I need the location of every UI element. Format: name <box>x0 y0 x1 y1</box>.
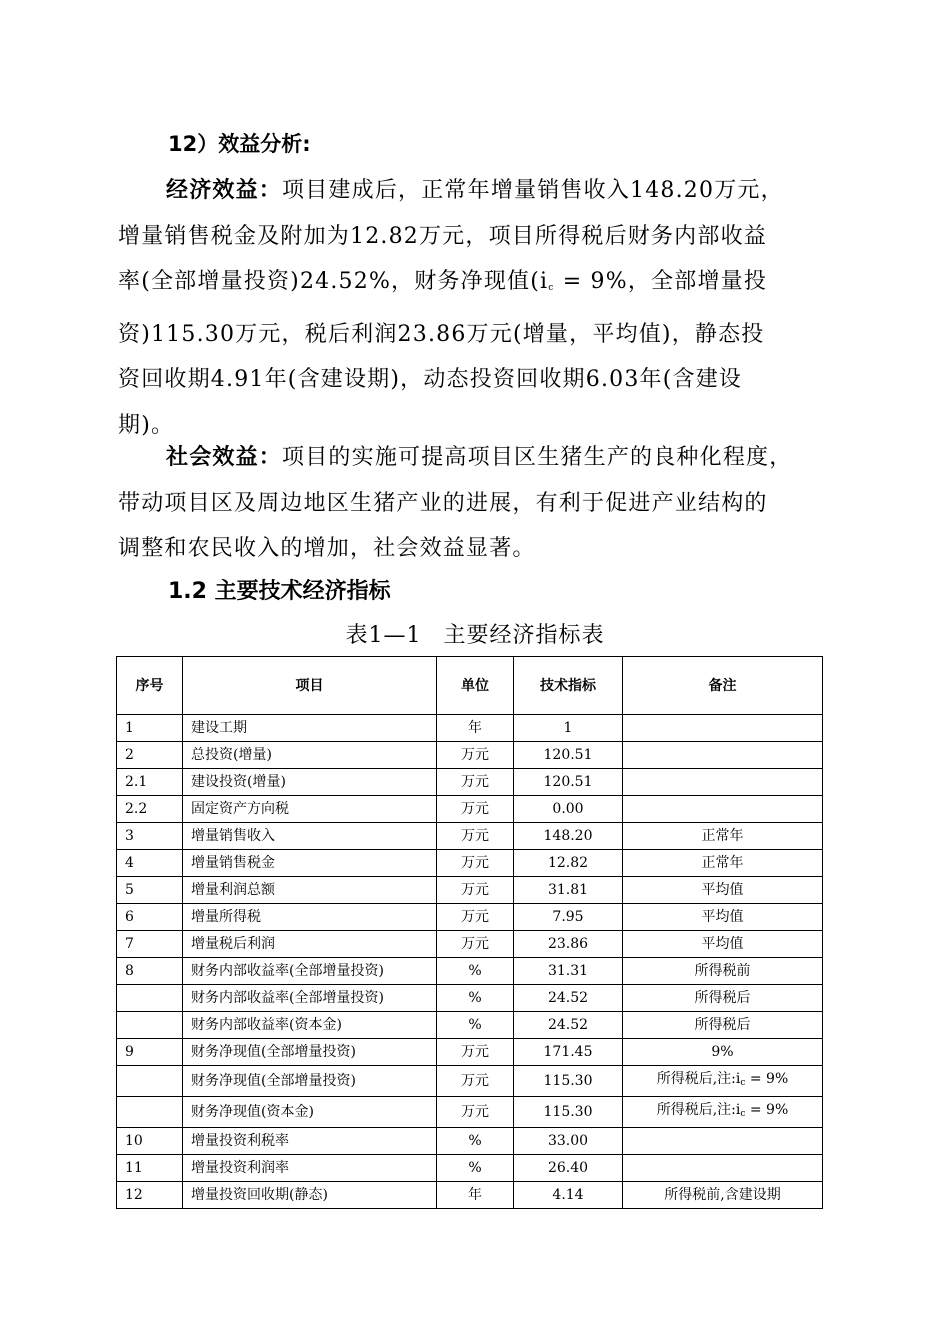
table-caption-number: 表1—1 <box>345 623 422 648</box>
row-item-text: 建设投资(增量) <box>191 774 286 790</box>
row-item-text: 增量投资利润率 <box>191 1160 289 1176</box>
row-value <box>514 715 623 742</box>
social-benefit-label: 社会效益： <box>166 445 283 470</box>
row-item-text: 增量销售收入 <box>191 828 275 844</box>
economic-line-1: 项目建成后，正常年增量销售收入148.20万元， <box>282 178 784 203</box>
header-unit: 单位 <box>437 657 514 715</box>
row-note-text: 正常年 <box>701 855 744 871</box>
table-row <box>117 1155 823 1182</box>
row-unit-text: % <box>468 1017 482 1033</box>
row-unit <box>437 1012 514 1039</box>
row-value <box>514 769 623 796</box>
row-no <box>117 985 183 1012</box>
row-value-text: 31.81 <box>547 882 589 898</box>
row-item <box>183 742 437 769</box>
row-note <box>623 1155 823 1182</box>
table-row <box>117 1182 823 1209</box>
row-value-text: 24.52 <box>547 1017 589 1033</box>
header-note: 备注 <box>623 657 823 715</box>
subsection-heading: 1.2 主要技术经济指标 <box>168 579 391 604</box>
row-no-text: 2.1 <box>125 774 148 790</box>
row-value <box>514 1012 623 1039</box>
row-item <box>183 985 437 1012</box>
row-no-text: 12 <box>125 1187 143 1203</box>
table-row <box>117 742 823 769</box>
row-unit <box>437 1066 514 1097</box>
row-unit <box>437 931 514 958</box>
row-note-text: 所得税前,含建设期 <box>664 1187 781 1203</box>
social-line-1: 项目的实施可提高项目区生猪生产的良种化程度， <box>282 445 793 470</box>
row-value-text: 120.51 <box>543 774 593 790</box>
row-unit <box>437 1182 514 1209</box>
row-no <box>117 904 183 931</box>
row-item-text: 固定资产方向税 <box>191 801 289 817</box>
row-unit-text: 万元 <box>461 1044 489 1060</box>
row-note-subscript: c <box>740 1109 746 1119</box>
row-item-text: 增量投资利税率 <box>191 1133 289 1149</box>
table-row <box>117 958 823 985</box>
row-no-text: 3 <box>125 828 134 844</box>
row-value-text: 171.45 <box>543 1044 593 1060</box>
row-value <box>514 1039 623 1066</box>
row-value <box>514 1066 623 1097</box>
row-no <box>117 850 183 877</box>
row-unit <box>437 985 514 1012</box>
table-row <box>117 1128 823 1155</box>
row-note-subscript: c <box>740 1078 746 1088</box>
row-note-text: 所得税后,注:i <box>656 1071 741 1087</box>
row-note <box>623 1012 823 1039</box>
row-note-text: 所得税前 <box>694 963 751 979</box>
table-caption-title: 主要经济指标表 <box>443 623 605 648</box>
row-value <box>514 1097 623 1128</box>
row-value <box>514 742 623 769</box>
row-value-text: 12.82 <box>547 855 589 871</box>
row-item <box>183 958 437 985</box>
row-unit <box>437 796 514 823</box>
row-value-text: 23.86 <box>547 936 589 952</box>
row-note <box>623 877 823 904</box>
row-note-text: 所得税后 <box>694 1017 751 1033</box>
economic-line-6: 期)。 <box>118 412 175 438</box>
row-note <box>623 1128 823 1155</box>
row-note-text: 所得税后,注:i <box>656 1102 741 1118</box>
row-item <box>183 1066 437 1097</box>
row-value-text: 0.00 <box>552 801 584 817</box>
row-item <box>183 715 437 742</box>
row-value-text: 1 <box>563 720 573 736</box>
row-unit <box>437 742 514 769</box>
row-note-text: 9% <box>711 1044 734 1060</box>
row-value <box>514 904 623 931</box>
table-row <box>117 1066 823 1097</box>
row-item-text: 财务净现值(资本金) <box>191 1104 314 1120</box>
table-header-row <box>117 657 823 715</box>
economic-benefit-label: 经济效益： <box>166 178 283 203</box>
row-note <box>623 742 823 769</box>
row-item-text: 增量所得税 <box>191 909 261 925</box>
row-no-text: 5 <box>125 882 134 898</box>
row-value-text: 26.40 <box>547 1160 589 1176</box>
table-row <box>117 715 823 742</box>
row-item-text: 财务净现值(全部增量投资) <box>191 1073 356 1089</box>
row-value-text: 4.14 <box>552 1187 584 1203</box>
row-unit-text: 年 <box>468 1187 482 1203</box>
row-note <box>623 823 823 850</box>
header-no: 序号 <box>117 657 183 715</box>
table-caption <box>0 618 950 649</box>
row-item-text: 增量销售税金 <box>191 855 275 871</box>
social-benefit-paragraph <box>118 435 838 572</box>
row-no <box>117 1097 183 1128</box>
row-no <box>117 742 183 769</box>
row-no <box>117 823 183 850</box>
row-no <box>117 931 183 958</box>
row-unit-text: 万元 <box>461 855 489 871</box>
header-value: 技术指标 <box>514 657 623 715</box>
row-unit-text: % <box>468 1160 482 1176</box>
row-note <box>623 931 823 958</box>
economic-line-3-subscript: c <box>548 283 555 293</box>
row-note <box>623 1066 823 1097</box>
table-row <box>117 823 823 850</box>
row-note-text: 正常年 <box>701 828 744 844</box>
row-note-text: 平均值 <box>701 936 744 952</box>
row-item <box>183 850 437 877</box>
row-item <box>183 769 437 796</box>
row-note <box>623 1097 823 1128</box>
row-value-text: 31.31 <box>547 963 589 979</box>
economic-line-2: 增量销售税金及附加为12.82万元，项目所得税后财务内部收益 <box>118 223 767 249</box>
row-value-text: 115.30 <box>543 1073 593 1089</box>
row-unit <box>437 1097 514 1128</box>
row-value <box>514 1128 623 1155</box>
header-item: 项目 <box>183 657 437 715</box>
social-line-2: 带动项目区及周边地区生猪产业的进展，有利于促进产业结构的 <box>118 490 768 516</box>
row-no-text: 8 <box>125 963 134 979</box>
row-value-text: 148.20 <box>543 828 593 844</box>
row-unit-text: 万元 <box>461 1073 489 1089</box>
row-no <box>117 1039 183 1066</box>
row-unit-text: 万元 <box>461 747 489 763</box>
row-item <box>183 877 437 904</box>
row-note-tail: = 9% <box>745 1102 789 1118</box>
row-note-text: 所得税后 <box>694 990 751 1006</box>
table-row <box>117 877 823 904</box>
table-row <box>117 850 823 877</box>
row-item-text: 财务内部收益率(全部增量投资) <box>191 990 384 1006</box>
row-value <box>514 877 623 904</box>
row-item <box>183 1182 437 1209</box>
row-item <box>183 1128 437 1155</box>
row-no <box>117 1128 183 1155</box>
table-row <box>117 1012 823 1039</box>
row-unit <box>437 904 514 931</box>
row-no-text: 2 <box>125 747 134 763</box>
row-value-text: 120.51 <box>543 747 593 763</box>
row-unit <box>437 850 514 877</box>
row-value <box>514 823 623 850</box>
row-item-text: 增量利润总额 <box>191 882 275 898</box>
table-row <box>117 1097 823 1128</box>
row-value <box>514 931 623 958</box>
row-no <box>117 877 183 904</box>
row-no-text: 10 <box>125 1133 143 1149</box>
row-unit-text: 万元 <box>461 774 489 790</box>
row-note <box>623 1182 823 1209</box>
row-item <box>183 904 437 931</box>
row-value <box>514 796 623 823</box>
table-row <box>117 985 823 1012</box>
row-unit <box>437 769 514 796</box>
row-no <box>117 958 183 985</box>
row-note <box>623 850 823 877</box>
row-no <box>117 1182 183 1209</box>
row-note <box>623 1039 823 1066</box>
row-note <box>623 796 823 823</box>
row-note-tail: = 9% <box>745 1071 789 1087</box>
economic-line-3-tail: = 9%，全部增量投 <box>554 269 768 294</box>
row-unit-text: 万元 <box>461 936 489 952</box>
row-item <box>183 1039 437 1066</box>
row-unit <box>437 1039 514 1066</box>
row-item <box>183 1155 437 1182</box>
row-value <box>514 985 623 1012</box>
row-value <box>514 1155 623 1182</box>
row-unit-text: 万元 <box>461 882 489 898</box>
table-row <box>117 796 823 823</box>
row-item-text: 财务净现值(全部增量投资) <box>191 1044 356 1060</box>
row-no <box>117 769 183 796</box>
row-value-text: 24.52 <box>547 990 589 1006</box>
row-value-text: 115.30 <box>543 1104 593 1120</box>
row-unit <box>437 1155 514 1182</box>
row-value <box>514 1182 623 1209</box>
row-note <box>623 715 823 742</box>
row-item <box>183 823 437 850</box>
table-row <box>117 904 823 931</box>
row-item-text: 财务内部收益率(全部增量投资) <box>191 963 384 979</box>
economic-line-4: 资)115.30万元，税后利润23.86万元(增量，平均值)，静态投 <box>118 321 765 347</box>
row-item-text: 增量投资回收期(静态) <box>191 1187 328 1203</box>
row-item-text: 财务内部收益率(资本金) <box>191 1017 342 1033</box>
row-no <box>117 715 183 742</box>
section-heading: 12）效益分析: <box>168 132 311 156</box>
row-value-text: 33.00 <box>547 1133 589 1149</box>
row-no <box>117 1155 183 1182</box>
row-no-text: 2.2 <box>125 801 148 817</box>
table-row <box>117 769 823 796</box>
table-row <box>117 931 823 958</box>
row-value <box>514 958 623 985</box>
row-unit-text: % <box>468 963 482 979</box>
row-unit <box>437 715 514 742</box>
row-no-text: 4 <box>125 855 134 871</box>
row-note <box>623 985 823 1012</box>
row-unit-text: 万元 <box>461 801 489 817</box>
row-item <box>183 796 437 823</box>
row-note <box>623 769 823 796</box>
economic-benefit-paragraph <box>118 168 838 448</box>
row-unit-text: 万元 <box>461 909 489 925</box>
row-note-text: 平均值 <box>701 909 744 925</box>
row-unit-text: 万元 <box>461 1104 489 1120</box>
row-item <box>183 931 437 958</box>
social-line-3: 调整和农民收入的增加，社会效益显著。 <box>118 536 536 561</box>
row-no-text: 9 <box>125 1044 134 1060</box>
economic-line-5: 资回收期4.91年(含建设期)，动态投资回收期6.03年(含建设 <box>118 367 743 392</box>
row-unit-text: 年 <box>468 720 482 736</box>
row-item-text: 增量税后利润 <box>191 936 275 952</box>
row-no-text: 11 <box>125 1160 143 1176</box>
row-value-text: 7.95 <box>552 909 584 925</box>
row-item <box>183 1012 437 1039</box>
row-item-text: 建设工期 <box>191 720 247 736</box>
row-item-text: 总投资(增量) <box>191 747 272 763</box>
row-no-text: 1 <box>125 720 134 736</box>
row-note-text: 平均值 <box>701 882 744 898</box>
row-no <box>117 796 183 823</box>
row-unit <box>437 1128 514 1155</box>
row-unit <box>437 877 514 904</box>
row-no-text: 6 <box>125 909 134 925</box>
economic-line-3: 率(全部增量投资)24.52%，财务净现值(i <box>118 269 549 294</box>
row-note <box>623 904 823 931</box>
row-item <box>183 1097 437 1128</box>
row-unit-text: % <box>468 990 482 1006</box>
table-row <box>117 1039 823 1066</box>
row-unit-text: % <box>468 1133 482 1149</box>
row-no <box>117 1012 183 1039</box>
row-unit <box>437 823 514 850</box>
row-no <box>117 1066 183 1097</box>
row-unit-text: 万元 <box>461 828 489 844</box>
row-note <box>623 958 823 985</box>
indicator-table <box>116 656 823 1209</box>
row-no-text: 7 <box>125 936 134 952</box>
row-value <box>514 850 623 877</box>
row-unit <box>437 958 514 985</box>
